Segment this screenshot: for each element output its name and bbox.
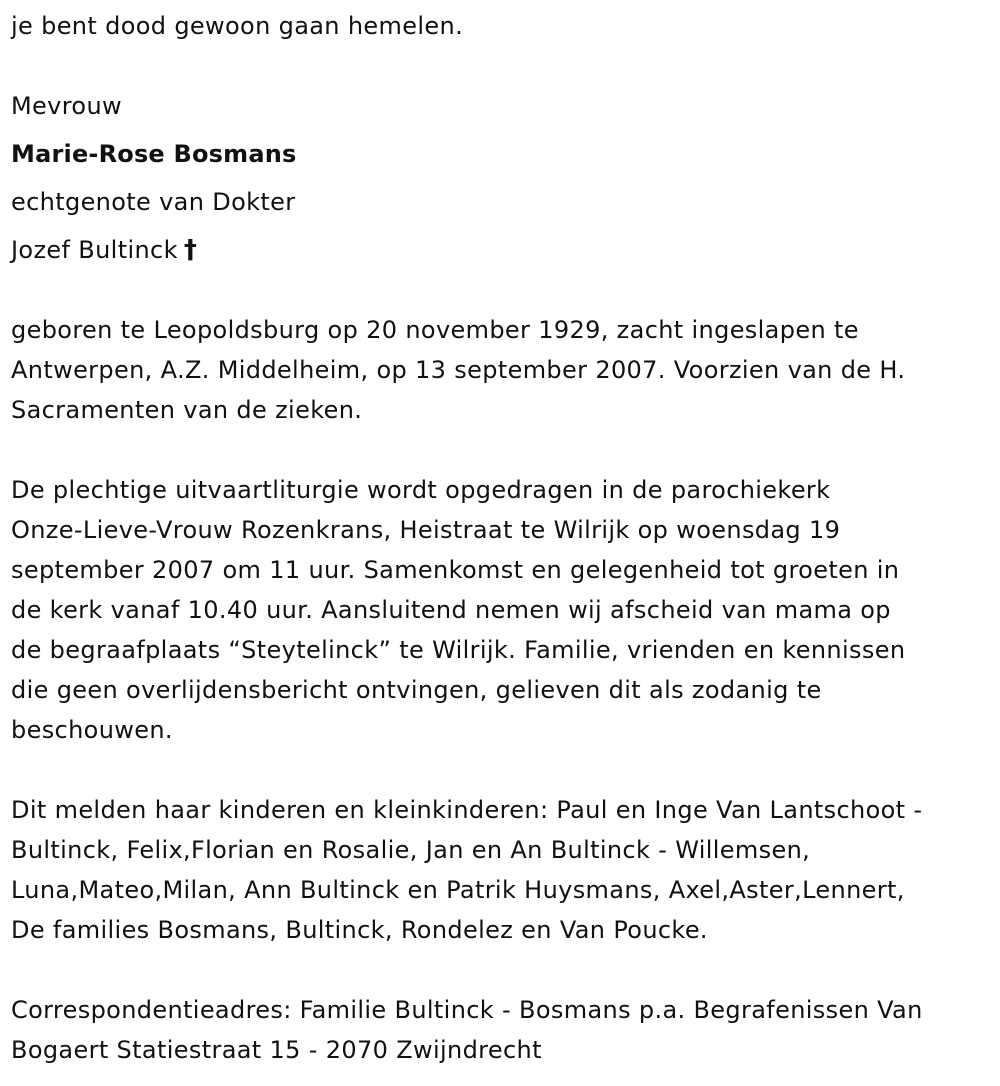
correspondence-line: Bogaert Statiestraat 15 - 2070 Zwijndrecht	[11, 1036, 542, 1064]
opening-line: je bent dood gewoon gaan hemelen.	[11, 12, 464, 40]
funeral-line: Onze-Lieve-Vrouw Rozenkrans, Heistraat te Wilrijk op woensdag 19	[11, 516, 841, 544]
birth-death-line: geboren te Leopoldsburg op 20 november 1929, zacht ingeslapen te	[11, 316, 859, 344]
birth-death-line: Sacramenten van de zieken.	[11, 396, 363, 424]
funeral-line: de begraafplaats “Steytelinck” te Wilrijk. Familie, vrienden en kennissen	[11, 636, 906, 664]
funeral-line: beschouwen.	[11, 716, 173, 744]
family-line: Luna,Mateo,Milan, Ann Bultinck en Patrik Huysmans, Axel,Aster,Lennert,	[11, 876, 905, 904]
family-line: Bultinck, Felix,Florian en Rosalie, Jan en An Bultinck - Willemsen,	[11, 836, 811, 864]
spouse-line	[11, 230, 197, 270]
funeral-line: september 2007 om 11 uur. Samenkomst en gelegenheid tot groeten in	[11, 556, 900, 584]
family-line: Dit melden haar kinderen en kleinkinderen: Paul en Inge Van Lantschoot -	[11, 796, 923, 824]
relation-line: echtgenote van Dokter	[11, 188, 296, 216]
salutation: Mevrouw	[11, 92, 122, 120]
funeral-line: De plechtige uitvaartliturgie wordt opgedragen in de parochiekerk	[11, 476, 831, 504]
family-line: De families Bosmans, Bultinck, Rondelez en Van Poucke.	[11, 916, 708, 944]
spouse-name: Jozef Bultinck	[11, 236, 178, 264]
deceased-name: Marie-Rose Bosmans	[11, 140, 297, 168]
funeral-line: die geen overlijdensbericht ontvingen, gelieven dit als zodanig te	[11, 676, 822, 704]
birth-death-line: Antwerpen, A.Z. Middelheim, op 13 september 2007. Voorzien van de H.	[11, 356, 906, 384]
funeral-line: de kerk vanaf 10.40 uur. Aansluitend nemen wij afscheid van mama op	[11, 596, 891, 624]
cross-icon: †	[183, 235, 198, 265]
correspondence-line: Correspondentieadres: Familie Bultinck - Bosmans p.a. Begrafenissen Van	[11, 996, 923, 1024]
